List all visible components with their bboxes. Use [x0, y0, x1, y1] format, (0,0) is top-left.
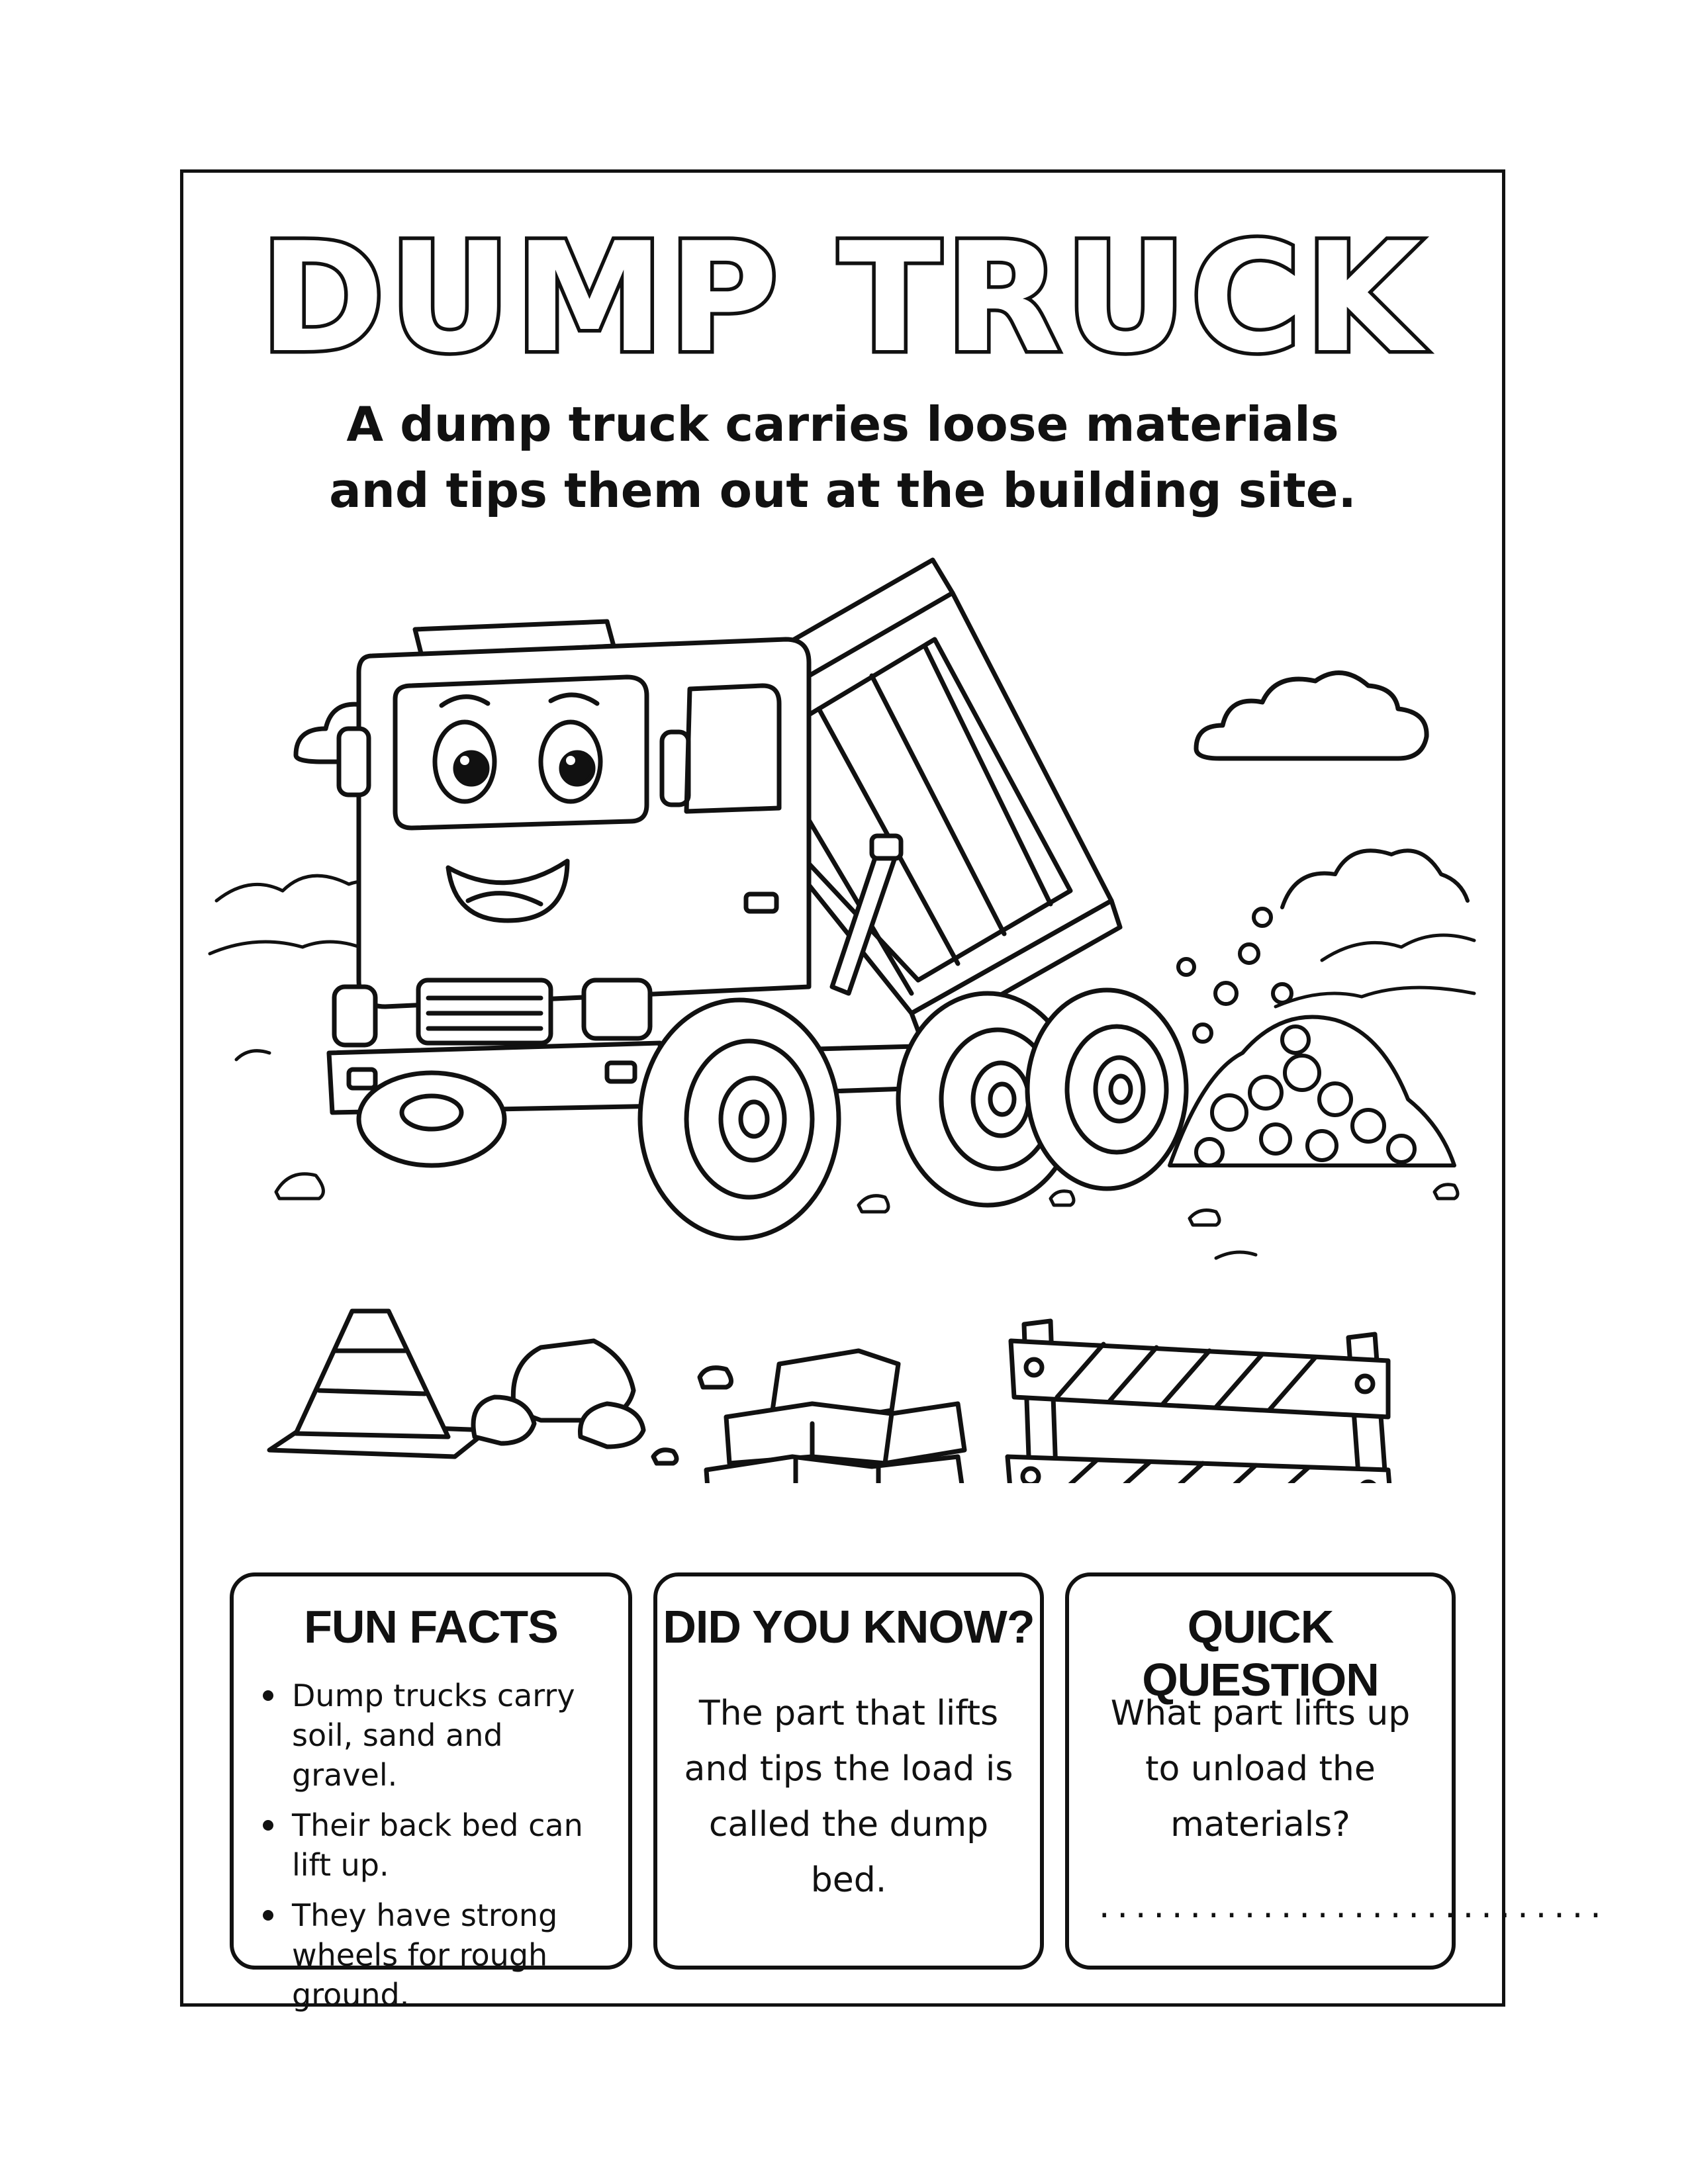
did-you-know-heading: DID YOU KNOW? — [663, 1601, 1035, 1653]
quick-question-box — [1065, 1572, 1605, 1970]
gravel-pile — [1170, 909, 1454, 1165]
answer-line[interactable]: ............................ — [1096, 1891, 1605, 1925]
did-you-know-box — [653, 1572, 1044, 1970]
road-barrier — [1008, 1321, 1391, 1483]
fun-facts-heading: FUN FACTS — [304, 1601, 558, 1653]
page-title — [183, 185, 1502, 383]
background-hills-right — [1276, 935, 1474, 1007]
fun-facts-list — [258, 1676, 608, 2025]
quick-question-heading: QUICK QUESTION — [1142, 1601, 1379, 1706]
coloring-page — [180, 169, 1605, 2013]
fun-fact-item: Dump trucks carry soil, sand and gravel. — [258, 1676, 608, 1795]
subtitle-line-2: and tips them out at the building site. — [329, 463, 1356, 518]
traffic-cone — [269, 1311, 488, 1457]
quick-question-text: What part lifts up to unload the materials? — [1110, 1694, 1411, 1844]
dump-truck-illustration — [197, 530, 1489, 1483]
brick-stack — [706, 1351, 964, 1483]
did-you-know-text: The part that lifts and tips the load is called the dump bed. — [684, 1694, 1013, 1900]
fun-facts-box — [230, 1572, 632, 2013]
truck-cab — [339, 621, 809, 1007]
cloud-far-right — [1282, 850, 1468, 907]
subtitle — [223, 391, 1462, 523]
boulders — [473, 1341, 731, 1463]
title-text: DUMP TRUCK — [260, 210, 1427, 383]
info-boxes — [230, 1572, 1605, 2013]
subtitle-line-1: A dump truck carries loose materials — [346, 396, 1339, 452]
fun-fact-item: Their back bed can lift up. — [258, 1805, 608, 1885]
fun-fact-item: They have strong wheels for rough ground. — [258, 1895, 608, 2015]
cloud-right — [1196, 673, 1427, 758]
